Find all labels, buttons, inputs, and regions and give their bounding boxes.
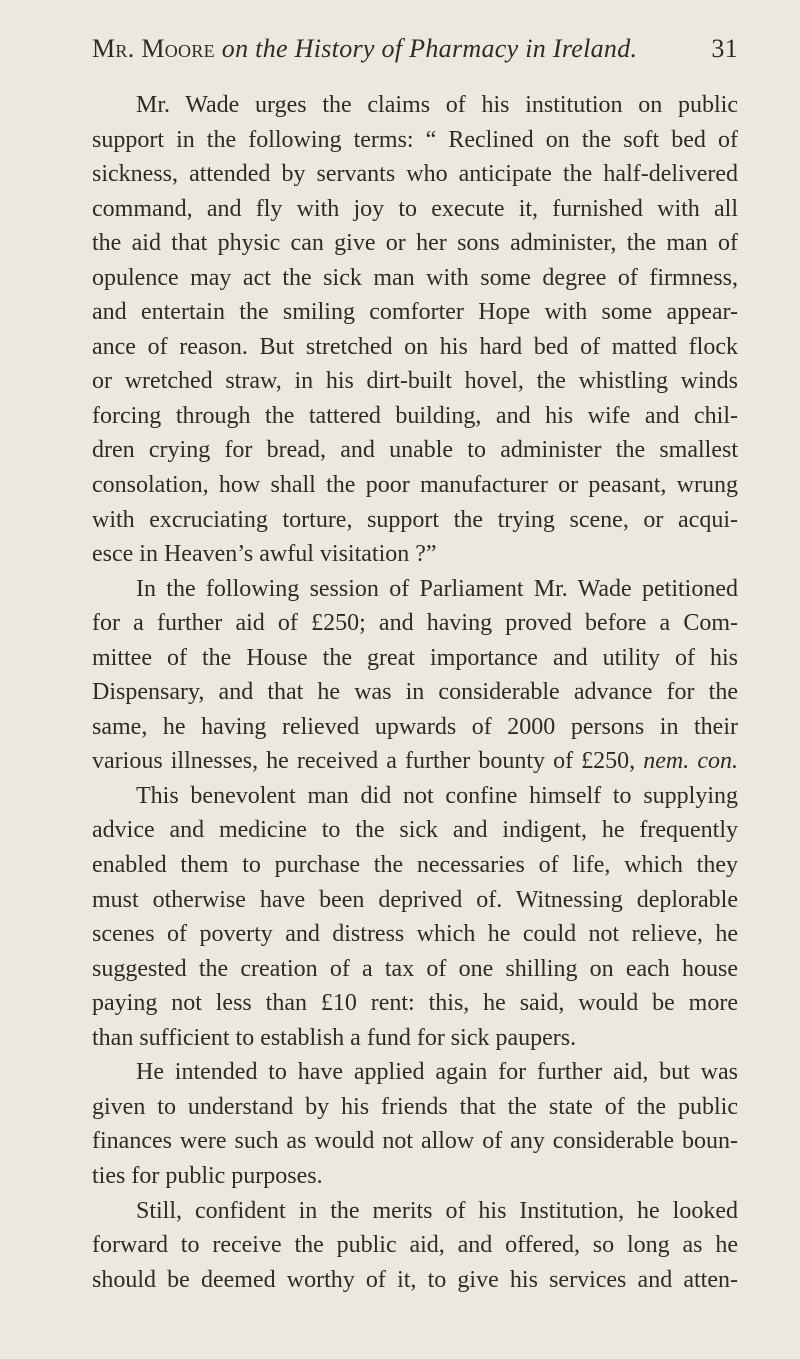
text-line: scenes of poverty and distress which he could not relieve, he <box>92 921 738 948</box>
text-line: given to understand by his friends that the state of the public <box>92 1093 738 1120</box>
text-line: forcing through the tattered building, and his wife and chil- <box>92 402 738 429</box>
text-line: same, he having relieved upwards of 2000 persons in their <box>92 713 738 740</box>
text-line: with excruciating torture, support the trying scene, or acqui- <box>92 506 738 533</box>
text-line: for a further aid of £250; and having proved before a Com- <box>92 610 738 637</box>
text-line: esce in Heaven’s awful visitation ?” <box>92 541 437 568</box>
text-line: forward to receive the public aid, and offered, so long as he <box>92 1232 738 1259</box>
text-line: and entertain the smiling comforter Hope with some appear- <box>92 299 738 326</box>
text-line: He intended to have applied again for further aid, but was <box>136 1059 738 1086</box>
text-line: dren crying for bread, and unable to administer the smallest <box>92 437 738 464</box>
italic-phrase: nem. con. <box>643 748 738 775</box>
text-line: the aid that physic can give or her sons administer, the man of <box>92 230 738 257</box>
running-head-book-title: History of Pharmacy in Ireland. <box>294 34 638 63</box>
text-line-main: various illnesses, he received a further bounty of £250, <box>92 748 636 775</box>
text-line: paying not less than £10 rent: this, he said, would be more <box>92 990 738 1017</box>
text-line: advice and medicine to the sick and indigent, he frequently <box>92 817 738 844</box>
text-line: suggested the creation of a tax of one shilling on each house <box>92 955 738 982</box>
running-head <box>92 30 738 70</box>
text-line: support in the following terms: “ Reclined on the soft bed of <box>92 126 738 153</box>
text-line: ties for public purposes. <box>92 1162 323 1189</box>
text-line: finances were such as would not allow of any considerable boun- <box>92 1128 738 1155</box>
text-line: opulence may act the sick man with some degree of firmness, <box>92 264 738 291</box>
text-line: or wretched straw, in his dirt-built hovel, the whistling winds <box>92 368 738 395</box>
text-line: must otherwise have been deprived of. Witnessing deplorable <box>92 886 738 913</box>
text-line-with-italic <box>92 744 738 779</box>
text-line: should be deemed worthy of it, to give his services and atten- <box>92 1266 738 1293</box>
text-line: than sufficient to establish a fund for sick paupers. <box>92 1024 577 1051</box>
body-text <box>92 88 738 1297</box>
running-head-author: Mr. Moore <box>92 34 215 63</box>
text-line: mittee of the House the great importance and utility of his <box>92 644 738 671</box>
text-line: ance of reason. But stretched on his hard bed of matted flock <box>92 333 738 360</box>
text-line: Still, confident in the merits of his Institution, he looked <box>136 1197 738 1224</box>
running-head-connector: on the <box>221 34 288 63</box>
text-line: sickness, attended by servants who anticipate the half-delivered <box>92 161 738 188</box>
page-number: 31 <box>711 34 738 63</box>
text-line: enabled them to purchase the necessaries of life, which they <box>92 852 738 879</box>
text-line: consolation, how shall the poor manufacturer or peasant, wrung <box>92 472 738 499</box>
text-line: Mr. Wade urges the claims of his institution on public <box>136 92 738 118</box>
text-line: command, and fly with joy to execute it, furnished with all <box>92 195 738 222</box>
running-head-title <box>92 34 637 64</box>
text-line: Dispensary, and that he was in considerable advance for the <box>92 679 738 706</box>
text-line: In the following session of Parliament Mr. Wade petitioned <box>136 575 738 602</box>
text-line: This benevolent man did not confine himself to supplying <box>136 782 738 809</box>
